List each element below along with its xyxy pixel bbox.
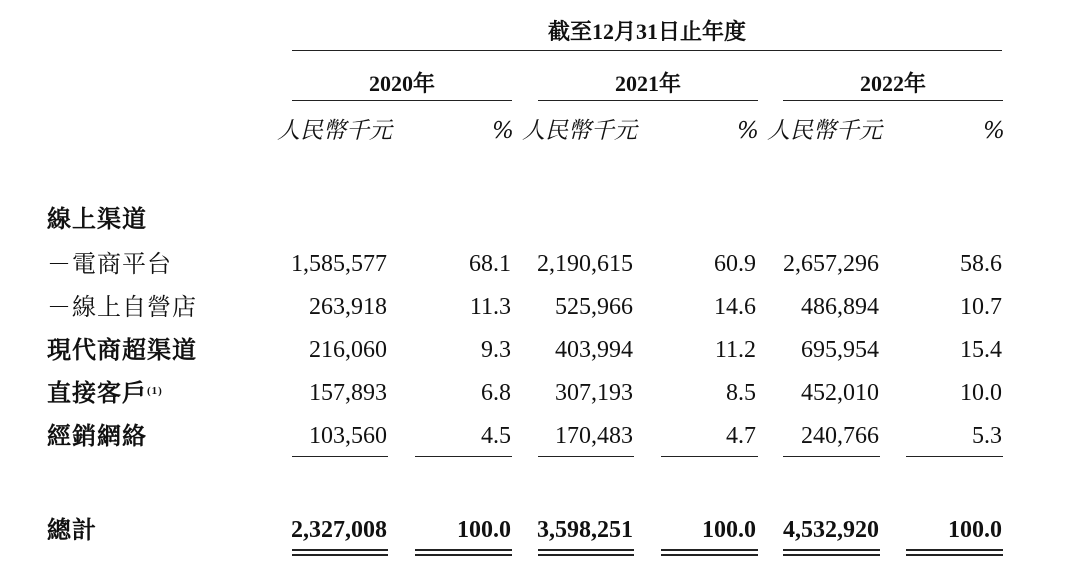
subtotal-rule xyxy=(415,456,512,457)
cell: 68.1 xyxy=(469,251,511,277)
cell: 5.3 xyxy=(972,423,1002,449)
row-label-total: 總計 xyxy=(47,516,97,544)
total-double-rule xyxy=(783,549,880,551)
subtotal-rule xyxy=(783,456,880,457)
cell: 240,766 xyxy=(801,423,879,449)
cell: 14.6 xyxy=(714,294,756,320)
total-double-rule xyxy=(906,554,1003,556)
row-label-direct-customers: 直接客戶$^{(1)}$ xyxy=(47,379,163,407)
total-double-rule xyxy=(415,549,512,551)
year-2021-rule xyxy=(538,100,758,101)
cell: 11.2 xyxy=(714,337,756,363)
cell: 695,954 xyxy=(801,337,879,363)
total-cell: 4,532,920 xyxy=(783,517,879,543)
unit-percent-2022: % xyxy=(983,118,1005,144)
total-cell: 2,327,008 xyxy=(291,517,387,543)
cell: 11.3 xyxy=(469,294,511,320)
total-cell: 100.0 xyxy=(948,517,1002,543)
cell: 1,585,577 xyxy=(291,251,387,277)
cell: 15.4 xyxy=(960,337,1002,363)
total-double-rule xyxy=(292,549,388,551)
subtotal-rule xyxy=(538,456,634,457)
cell: 103,560 xyxy=(309,423,387,449)
cell: 170,483 xyxy=(555,423,633,449)
total-double-rule xyxy=(292,554,388,556)
total-cell: 3,598,251 xyxy=(537,517,633,543)
unit-percent-2020: % xyxy=(492,118,514,144)
year-2020-header: 2020年 xyxy=(368,71,435,96)
cell: 525,966 xyxy=(555,294,633,320)
cell: 8.5 xyxy=(726,380,756,406)
subtotal-rule xyxy=(661,456,758,457)
row-label-online-store: －線上自營店 xyxy=(47,293,197,321)
cell: 157,893 xyxy=(309,380,387,406)
year-2022-rule xyxy=(783,100,1003,101)
cell: 10.0 xyxy=(960,380,1002,406)
row-label-online-channel: 線上渠道 xyxy=(47,205,147,233)
year-2022-header: 2022年 xyxy=(859,71,926,96)
period-title: 截至12月31日止年度 xyxy=(547,19,746,44)
row-label-modern-trade: 現代商超渠道 xyxy=(47,336,197,364)
cell: 6.8 xyxy=(481,380,511,406)
cell: 4.5 xyxy=(481,423,511,449)
footnote-marker: (1) xyxy=(147,385,163,397)
cell: 2,657,296 xyxy=(783,251,879,277)
total-double-rule xyxy=(661,549,758,551)
cell: 216,060 xyxy=(309,337,387,363)
total-double-rule xyxy=(538,554,634,556)
total-cell: 100.0 xyxy=(457,517,511,543)
cell: 58.6 xyxy=(960,251,1002,277)
cell: 2,190,615 xyxy=(537,251,633,277)
cell: 452,010 xyxy=(801,380,879,406)
row-label-ecommerce: －電商平台 xyxy=(47,250,172,278)
cell: 9.3 xyxy=(481,337,511,363)
period-rule xyxy=(292,50,1002,51)
total-double-rule xyxy=(906,549,1003,551)
year-2021-header: 2021年 xyxy=(614,71,681,96)
unit-currency-2020: 人民幣千元 xyxy=(277,118,392,144)
cell: 403,994 xyxy=(555,337,633,363)
total-double-rule xyxy=(415,554,512,556)
total-double-rule xyxy=(538,549,634,551)
cell: 4.7 xyxy=(726,423,756,449)
year-2020-rule xyxy=(292,100,512,101)
cell: 486,894 xyxy=(801,294,879,320)
cell: 263,918 xyxy=(309,294,387,320)
total-double-rule xyxy=(661,554,758,556)
total-cell: 100.0 xyxy=(702,517,756,543)
subtotal-rule xyxy=(906,456,1003,457)
cell: 307,193 xyxy=(555,380,633,406)
total-double-rule xyxy=(783,554,880,556)
unit-currency-2021: 人民幣千元 xyxy=(522,118,637,144)
subtotal-rule xyxy=(292,456,388,457)
cell: 60.9 xyxy=(714,251,756,277)
unit-percent-2021: % xyxy=(737,118,759,144)
unit-currency-2022: 人民幣千元 xyxy=(767,118,882,144)
row-label-distribution: 經銷網絡 xyxy=(47,422,147,450)
cell: 10.7 xyxy=(960,294,1002,320)
